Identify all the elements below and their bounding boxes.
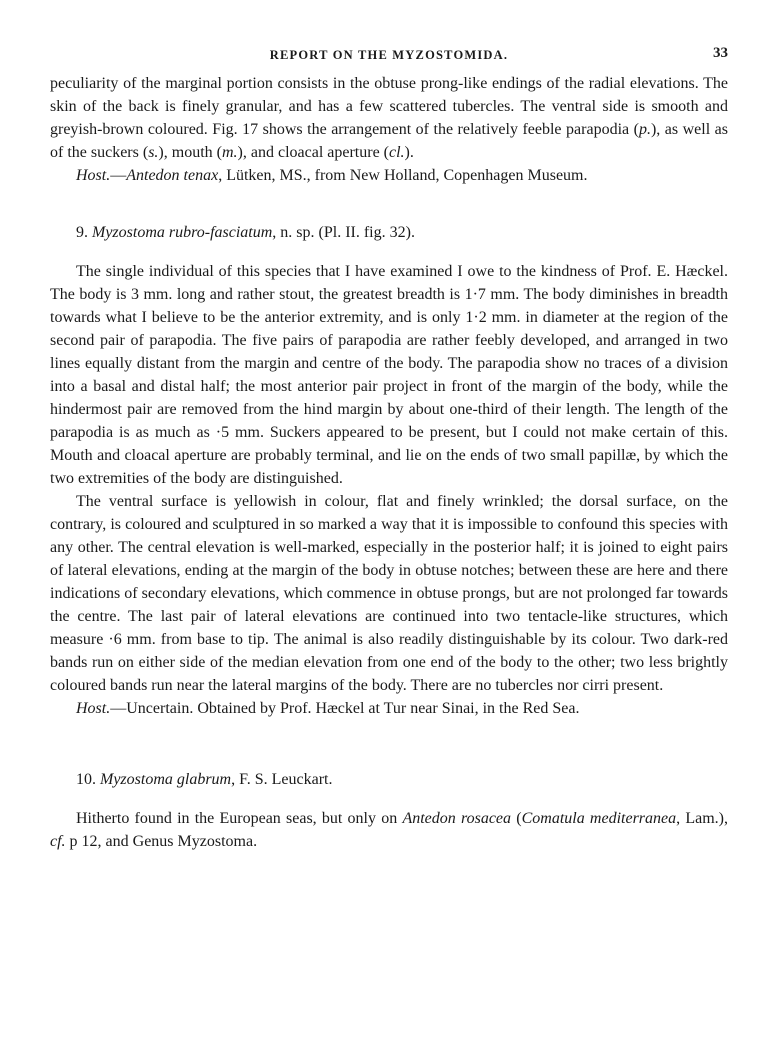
section-10-heading [76, 768, 728, 791]
intro-paragraph [50, 72, 728, 164]
intro-host-line [50, 164, 728, 187]
running-header [50, 40, 728, 64]
host-label: Host. [76, 167, 111, 184]
intro-italic-m: m. [221, 144, 238, 161]
host-species: Antedon tenax [126, 167, 219, 184]
section-10-italic-1: Antedon rosacea [402, 810, 512, 827]
section-10-number: 10. [76, 771, 96, 788]
intro-italic-s: s. [148, 144, 159, 161]
section-9-suffix: , n. sp. (Pl. II. fig. 32). [272, 224, 415, 241]
page-number: 33 [713, 45, 728, 61]
host-dash: — [110, 167, 127, 184]
section-10-text-1: Hitherto found in the European seas, but only on [76, 810, 403, 827]
document-page [50, 40, 728, 853]
section-9-host-text: —Uncertain. Obtained by Prof. Hæckel at Tur near Sinai, in the Red Sea. [110, 700, 580, 717]
section-9-paragraph-1: The single individual of this species that I have examined I owe to the kindness of Prof. E. Hæckel. The body is 3 mm. long and rather stout, the greatest breadth is 1·7 mm. The body diminishes in breadth towards what I believe to be the anterior extremity, and is only 1·2 mm. in diameter at the region of the second pair of parapodia. The five pairs of parapodia are rather feebly developed, and arranged in two lines equally distant from the margin and centre of the body. The parapodia show no traces of a division into a basal and distal half; the most anterior pair project in front of the margin of the body, while the hindermost pair are removed from the hind margin by about one-third of their length. The length of the parapodia is as much as ·5 mm. Suckers appeared to be present, but I could not make certain of this. Mouth and cloacal aperture are probably terminal, and lie on the ends of two small papillæ, by which the two extremities of the body are distinguished. [50, 263, 728, 487]
section-9-number: 9. [76, 224, 88, 241]
section-10-text-4: p 12, and Genus Myzostoma. [65, 833, 258, 850]
running-title: REPORT ON THE MYZOSTOMIDA. [269, 48, 509, 62]
section-10-text-3: , Lam.), [676, 810, 729, 827]
intro-italic-p: p. [638, 121, 651, 138]
intro-text-1: peculiarity of the marginal portion consists in the obtuse prong-like endings of the radial elevations. The skin of the back is finely granular, and has a few scattered tubercles. The ventral side is smooth and greyish-brown coloured. Fig. 17 shows the arrangement of the relatively feeble parapodia ( [50, 75, 728, 138]
intro-text-5: ). [404, 144, 414, 161]
intro-text-4: ), and cloacal aperture ( [237, 144, 389, 161]
section-9-heading [76, 221, 728, 244]
section-9-species: Myzostoma rubro-fasciatum [92, 224, 273, 241]
intro-text-2: ), as well as of the suckers ( [50, 121, 728, 161]
intro-italic-cl: cl. [389, 144, 405, 161]
section-10-italic-2: Comatula mediterranea [521, 810, 677, 827]
section-9-paragraph-2: The ventral surface is yellowish in colour, flat and finely wrinkled; the dorsal surface, on the contrary, is coloured and sculptured in so marked a way that it is impossible to confound this species with any other. The central elevation is well-marked, especially in the posterior half; it is joined to eight pairs of lateral elevations, ending at the margin of the body in obtuse notches; between these are here and there indications of secondary elevations, which commence in obtuse prongs, but are not prolonged far towards the centre. The last pair of lateral elevations are continued into two tentacle-like structures, which measure ·6 mm. from base to tip. The animal is also readily distinguishable by its colour. Two dark-red bands run on either side of the median elevation from one end of the body to the other; two less brightly coloured bands run near the lateral margins of the body. There are no tubercles nor cirri present. [50, 493, 728, 694]
section-9-host-line [50, 697, 728, 720]
section-10-italic-3: cf. [50, 833, 66, 850]
section-10-text-2: ( [511, 810, 522, 827]
host-rest: , Lütken, MS., from New Holland, Copenhagen Museum. [218, 167, 588, 184]
section-10-species: Myzostoma glabrum [100, 771, 232, 788]
intro-text-3: ), mouth ( [158, 144, 222, 161]
section-9-host-label: Host. [76, 700, 111, 717]
section-10-paragraph [50, 807, 728, 853]
section-10-suffix: , F. S. Leuckart. [231, 771, 333, 788]
